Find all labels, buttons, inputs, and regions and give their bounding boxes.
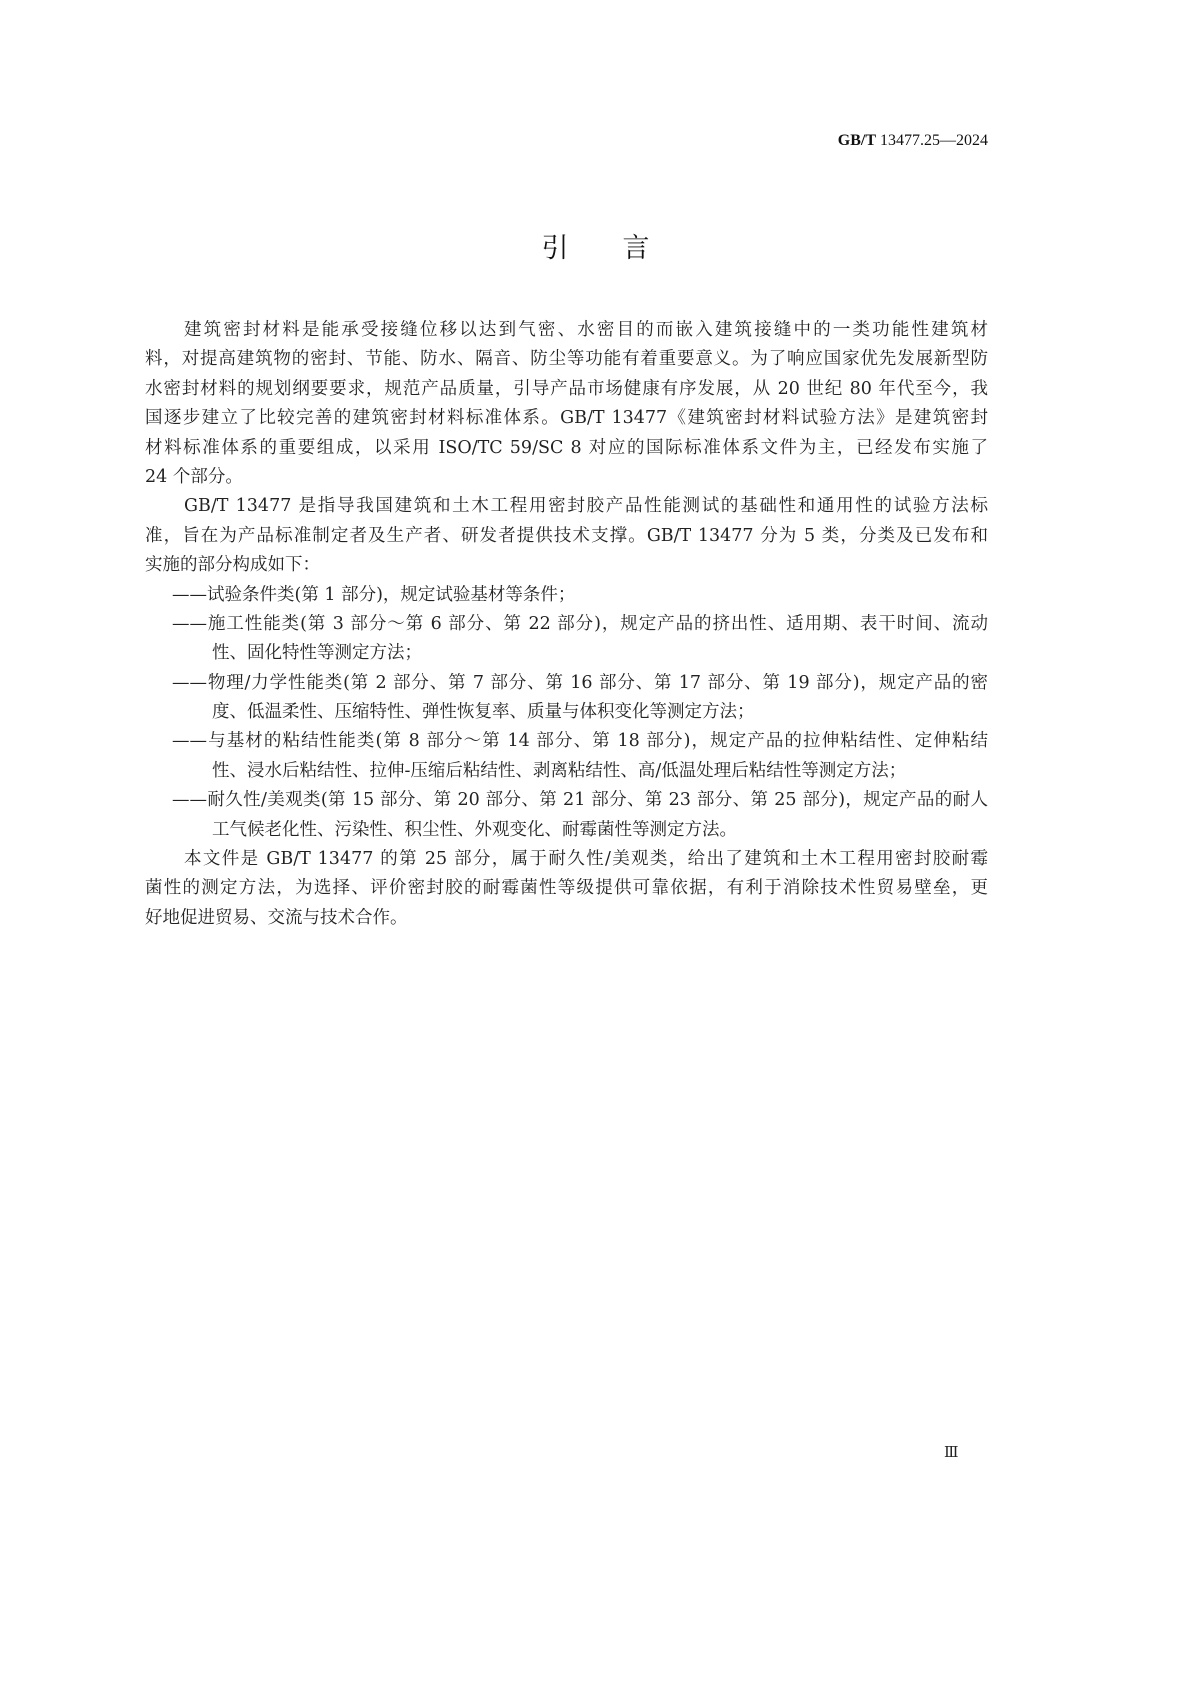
document-body [145,316,988,933]
text-line: 菌性的测定方法，为选择、评价密封胶的耐霉菌性等级提供可靠依据，有利于消除技术性贸易壁垒，更 [145,878,988,899]
list-item-continuation: 性、浸水后粘结性、拉伸-压缩后粘结性、剥离粘结性、高/低温处理后粘结性等测定方法； [212,760,907,781]
paragraph-1 [145,316,988,492]
page-number: Ⅲ [944,1443,959,1461]
page-title: 引言 [541,233,704,264]
text-line: 国逐步建立了比较完善的建筑密封材料标准体系。GB/T 13477《建筑密封材料试验方法》是建筑密封 [145,408,988,429]
text-line: 24 个部分。 [145,466,243,487]
list-item: ——施工性能类(第 3 部分～第 6 部分、第 22 部分)，规定产品的挤出性、适用期、表干时间、流动 [172,613,988,634]
list-item: ——试验条件类(第 1 部分)，规定试验基材等条件； [172,584,576,605]
text-line: 料，对提高建筑物的密封、节能、防水、隔音、防尘等功能有着重要意义。为了响应国家优先发展新型防 [145,349,988,370]
paragraph-2 [145,492,988,580]
list-item: ——物理/力学性能类(第 2 部分、第 7 部分、第 16 部分、第 17 部分、第 19 部分)，规定产品的密 [172,672,988,693]
list-item: ——耐久性/美观类(第 15 部分、第 20 部分、第 21 部分、第 23 部分、第 25 部分)，规定产品的耐人 [172,790,988,811]
text-line: 建筑密封材料是能承受接缝位移以达到气密、水密目的而嵌入建筑接缝中的一类功能性建筑材 [184,320,988,340]
document-code [838,132,988,150]
text-line: 准，旨在为产品标准制定者及生产者、研发者提供技术支撑。GB/T 13477 分为 5 类，分类及已发布和 [145,525,988,546]
list-item: ——与基材的粘结性能类(第 8 部分～第 14 部分、第 18 部分)，规定产品的拉伸粘结性、定伸粘结 [172,731,988,752]
list-item-continuation: 性、固化特性等测定方法； [212,643,422,664]
paragraph-3 [145,845,988,933]
category-list [145,581,988,846]
text-line: 好地促进贸易、交流与技术合作。 [145,907,408,928]
code-number: 13477.25—2024 [876,132,988,149]
list-item-continuation: 工气候老化性、污染性、积尘性、外观变化、耐霉菌性等测定方法。 [212,819,737,840]
text-line: 水密封材料的规划纲要要求，规范产品质量，引导产品市场健康有序发展，从 20 世纪 80 年代至今，我 [145,378,988,399]
text-line: 实施的部分构成如下： [145,555,320,576]
text-line: 材料标准体系的重要组成，以采用 ISO/TC 59/SC 8 对应的国际标准体系文件为主，已经发布实施了 [145,437,988,458]
text-line: 本文件是 GB/T 13477 的第 25 部分，属于耐久性/美观类，给出了建筑和土木工程用密封胶耐霉 [184,849,988,870]
code-prefix: GB/T [837,132,876,149]
list-item-continuation: 度、低温柔性、压缩特性、弹性恢复率、质量与体积变化等测定方法； [212,702,755,723]
text-line: GB/T 13477 是指导我国建筑和土木工程用密封胶产品性能测试的基础性和通用性的试验方法标 [184,496,988,517]
